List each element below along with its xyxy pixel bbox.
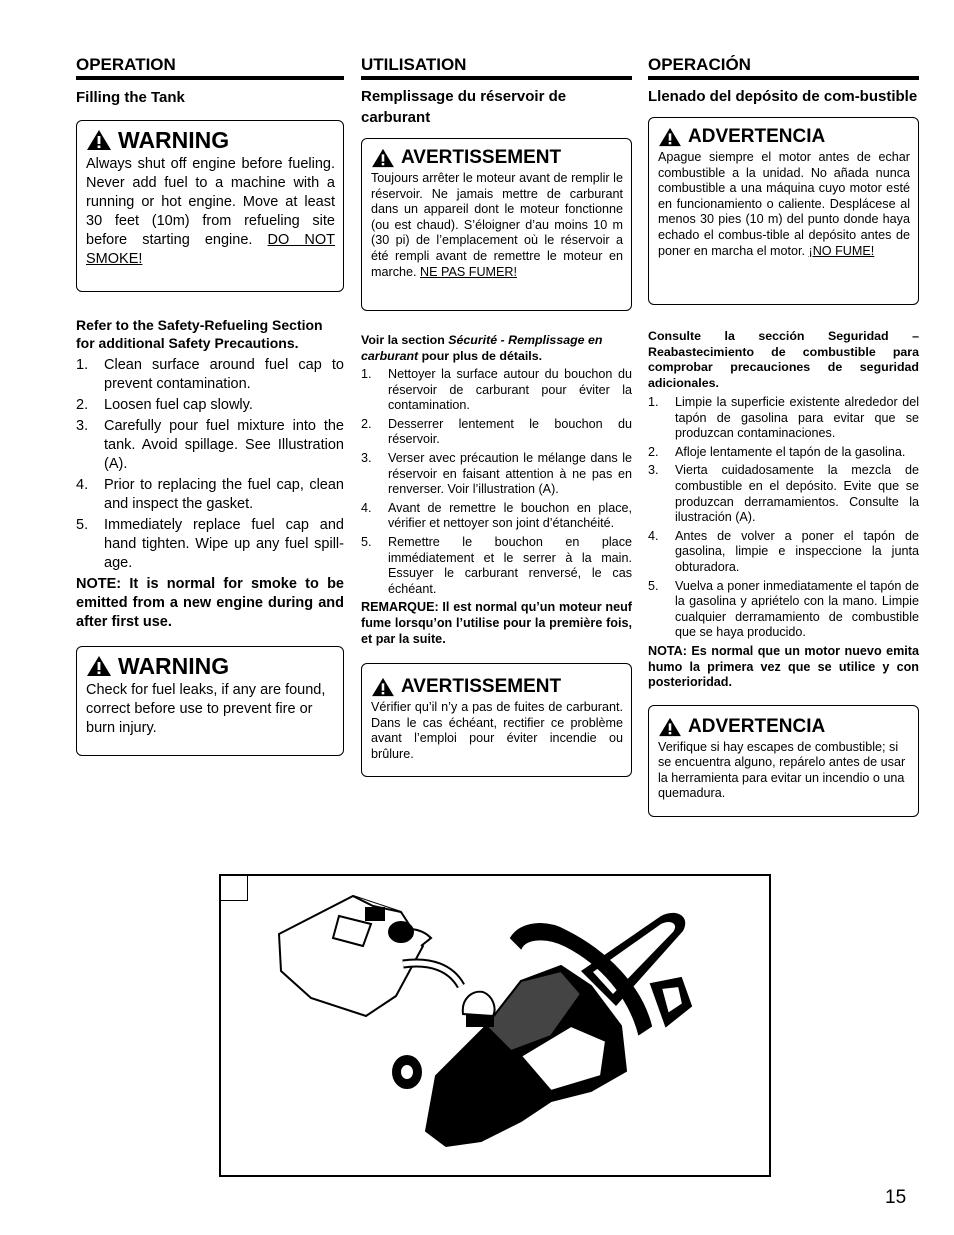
warning-title: ADVERTENCIA (688, 715, 826, 737)
section-title: OPERACIÓN (648, 55, 919, 80)
english-column (76, 55, 344, 756)
list-item: 3. Verser avec précaution le mélange dans le réservoir en faisant attention à ne pas en renverser. Voir l’illustration (A). (361, 450, 632, 497)
warning-title: WARNING (118, 653, 230, 679)
subheading: Remplissage du réservoir de carburant (361, 88, 567, 126)
list-item: 1. Nettoyer la surface autour du bouchon du réservoir de carburant pour éviter la contamination. (361, 367, 632, 413)
page-number: 15 (885, 1187, 907, 1208)
warning-header (371, 676, 623, 698)
warning-triangle-icon (658, 717, 682, 737)
subheading: Filling the Tank (76, 89, 185, 106)
warning-title: AVERTISSEMENT (401, 147, 562, 168)
warning-triangle-icon (658, 127, 682, 147)
warning-header (86, 653, 335, 679)
warning-title: WARNING (118, 127, 230, 153)
warning-text: Apague siempre el motor antes de echar combustible a la unidad. No añada nunca combustible a una máquina cuyo motor esté en funcionamiento o caliente. Desplácese al menos 30 pies (10 m) del punto donde haya echado el combus-tible al depósito antes de poner en marcha el motor. ¡NO FUME! (658, 150, 910, 258)
subheading: Llenado del depósito de com-bustible (648, 88, 918, 105)
french-column (361, 55, 632, 777)
warning-title: ADVERTENCIA (688, 126, 826, 147)
note: REMARQUE: Il est normal qu’un moteur neuf fume lorsqu’on l’utilise pour la première fois, et par la suite. (361, 600, 632, 646)
no-smoking-emphasis: NE PAS FUMER! (420, 264, 518, 279)
safety-reference: Refer to the Safety-Refueling Section for additional Safety Precautions. (76, 317, 323, 351)
list-item: 4. Avant de remettre le bouchon en place, vérifier et nettoyer son joint d’étanchéité. (361, 500, 632, 531)
note: NOTE: It is normal for smoke to be emitted from a new engine during and after first use. (76, 576, 344, 630)
no-smoking-emphasis: ¡NO FUME! (808, 243, 875, 258)
list-item: 3. Carefully pour fuel mixture into the tank. Avoid spillage. See Illustration (A). (76, 418, 344, 472)
spanish-column (648, 55, 919, 817)
list-item: 3. Vierta cuidadosamente la mezcla de combustible en el depósito. Evite que se produzcan derramamientos. Consulte la ilustración (A). (648, 463, 919, 525)
note: NOTA: Es normal que un motor nuevo emita humo la primera vez que se utilice y con posterioridad. (648, 643, 919, 690)
warning-box-leaks (361, 663, 632, 777)
warning-triangle-icon (86, 655, 112, 677)
section-title: UTILISATION (361, 55, 632, 80)
section-title: OPERATION (76, 55, 344, 80)
list-item: 5. Remettre le bouchon en place immédiatement et le serrer à la main. Essuyer le carburant renversé, le cas échéant. (361, 534, 632, 596)
no-smoking-emphasis: DO NOT SMOKE! (86, 232, 336, 267)
warning-text: Check for fuel leaks, if any are found, correct before use to prevent fire or burn injury. (86, 682, 326, 736)
list-item: 2. Desserrer lentement le bouchon du réservoir. (361, 416, 632, 447)
step-list (361, 367, 632, 597)
step-list (648, 395, 919, 641)
safety-reference: Consulte la sección Seguridad – Reabastecimiento de combustible para comprobar precauciones de seguridad adicionales. (648, 329, 919, 390)
warning-triangle-icon (371, 148, 395, 168)
list-item: 1. Clean surface around fuel cap to prevent contamination. (76, 357, 344, 392)
warning-header (658, 126, 910, 148)
list-item: 5. Immediately replace fuel cap and hand tighten. Wipe up any fuel spill-age. (76, 517, 344, 571)
illustration-label-box (221, 876, 248, 901)
warning-box (76, 120, 344, 292)
warning-box-leaks (648, 705, 919, 817)
chainsaw-refueling-illustration (221, 876, 768, 1174)
safety-reference: Voir la section Sécurité - Remplissage en carburant pour plus de détails. (361, 333, 603, 363)
warning-triangle-icon (86, 129, 112, 151)
warning-header (658, 716, 910, 738)
warning-box (361, 138, 632, 311)
list-item: 2. Loosen fuel cap slowly. (76, 397, 253, 413)
illustration-a (219, 874, 771, 1177)
warning-text: Toujours arrêter le moteur avant de remplir le réservoir. Ne jamais mettre de carburant dans un appareil dont le moteur fonctionne (ou est chaud). S’éloigner d’au moins 10 m (30 pi) de l’emplacement où le réservoir a été rempli avant de remettre le moteur en marche. NE PAS FUMER! (371, 171, 623, 279)
warning-header (371, 147, 623, 169)
warning-text: Vérifier qu’il n’y a pas de fuites de carburant. Dans le cas échéant, rectifier ce problème avant l’emploi pour éviter incendie ou brûlure. (371, 700, 623, 761)
list-item: 5. Vuelva a poner inmediatamente el tapón de la gasolina y apriételo con la mano. Limpie cualquier derramamiento de combustible que se haya producido. (648, 578, 919, 640)
list-item: 1. Limpie la superficie existente alrededor del tapón de gasolina para evitar que se produzcan contaminaciones. (648, 395, 919, 441)
fuel-can-icon (279, 896, 431, 1016)
warning-title: AVERTISSEMENT (401, 676, 562, 698)
list-item: 4. Prior to replacing the fuel cap, clean and inspect the gasket. (76, 477, 344, 512)
warning-box (648, 117, 919, 305)
warning-text: Verifique si hay escapes de combustible; si se encuentra alguno, repárelo antes de usar la herramienta para evitar un incendio o una quemadura. (658, 739, 906, 801)
list-item: 2. Afloje lentamente el tapón de la gasolina. (648, 444, 906, 459)
warning-header (86, 127, 335, 153)
warning-text: Always shut off engine before fueling. Never add fuel to a machine with a running or hot engine. Move at least 30 feet (10m) from refueling site before starting engine. DO NOT SMOKE! (86, 156, 336, 267)
warning-triangle-icon (371, 677, 395, 697)
list-item: 4. Antes de volver a poner el tapón de gasolina, limpie e inspeccione la junta obturadora. (648, 528, 919, 574)
step-list (76, 356, 344, 573)
warning-box-leaks (76, 646, 344, 756)
